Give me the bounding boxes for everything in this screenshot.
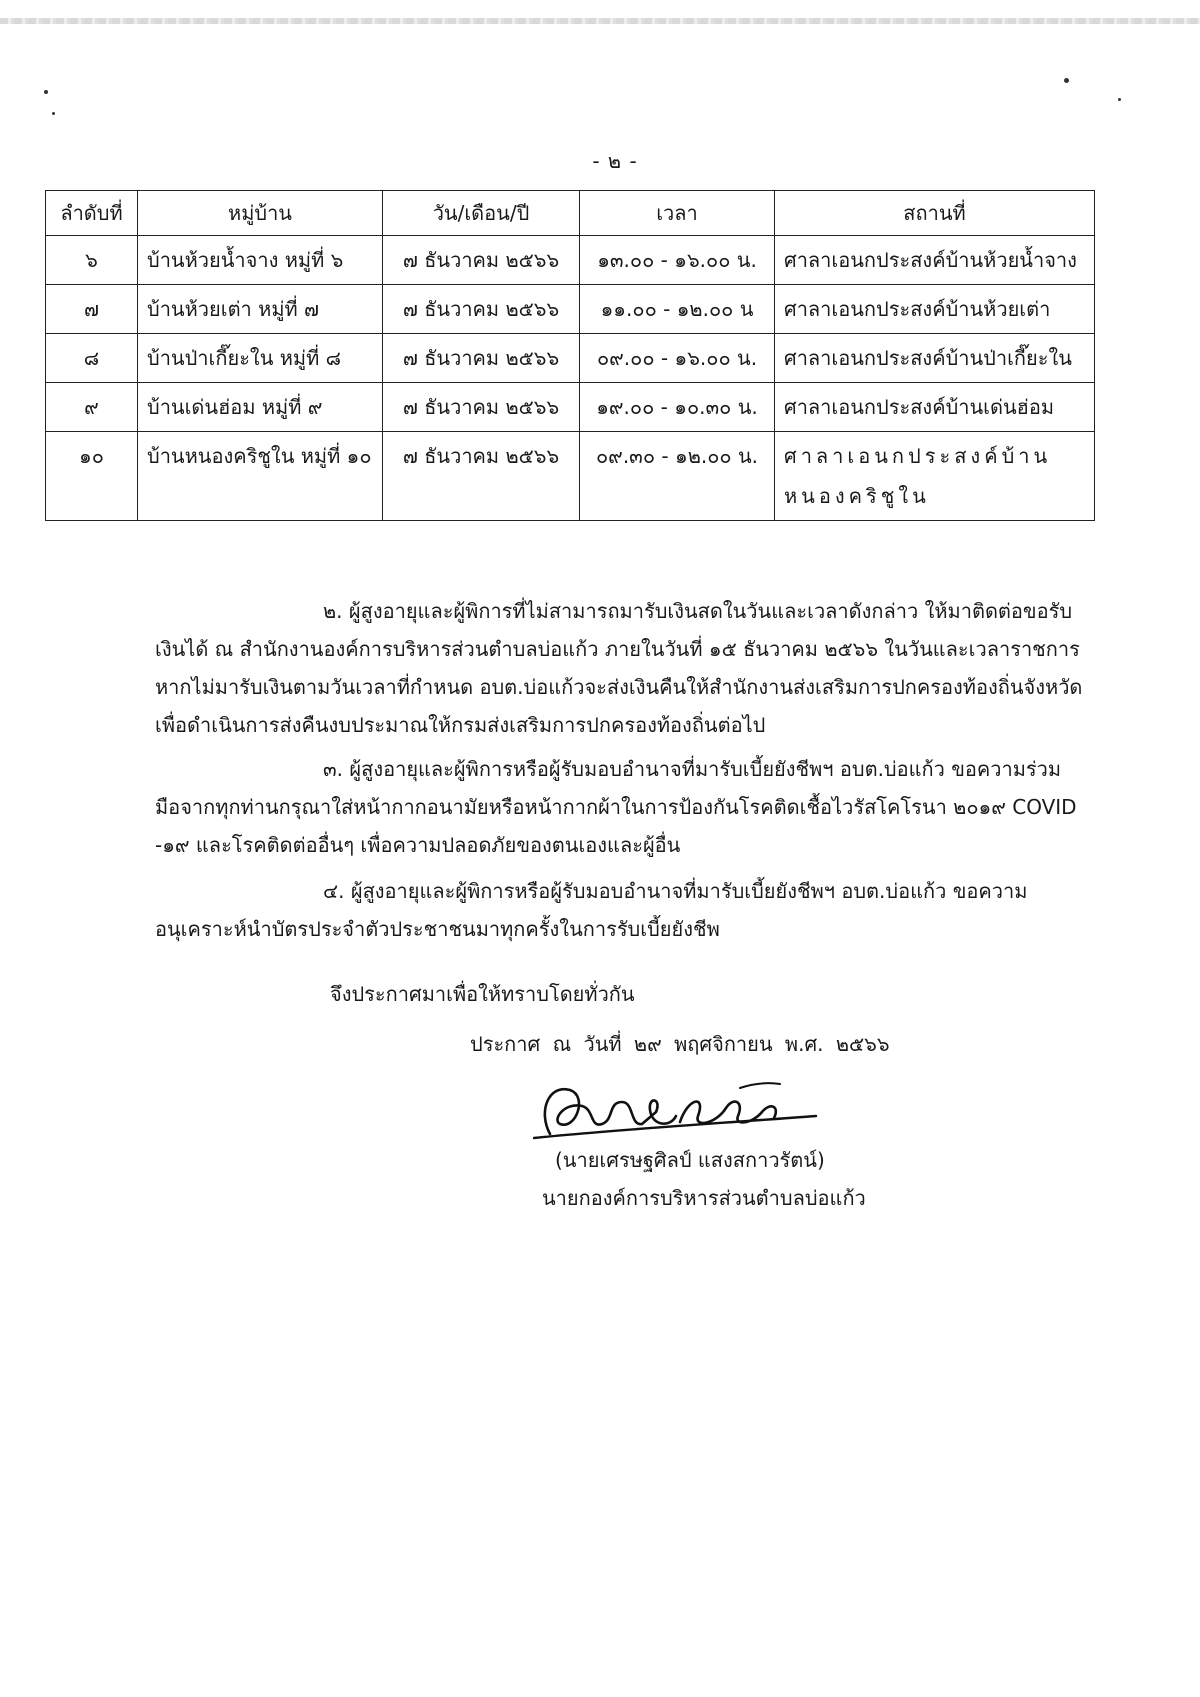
paragraph-item-4: [155, 872, 1085, 948]
table-row: [46, 383, 1095, 432]
column-header-village: หมู่บ้าน: [138, 191, 383, 236]
paragraph-text: ๒. ผู้สูงอายุและผู้พิการที่ไม่สามารถมารับเงินสดในวันและเวลาดังกล่าว ให้มาติดต่อขอรับเงินได้ ณ สำนักงานองค์การบริหารส่วนตำบลบ่อแก้ว ภายในวันที่ ๑๕ ธันวาคม ๒๕๖๖ ในวันและเวลาราชการ หากไม่มารับเงินตามวันเวลาที่กำหนด อบต.บ่อแก้วจะส่งเงินคืนให้สำนักงานส่งเสริมการปกครองท้องถิ่นจังหวัดเพื่อดำเนินการส่งคืนงบประมาณให้กรมส่งเสริมการปกครองท้องถิ่นต่อไป: [155, 599, 1083, 737]
cell-village: บ้านป่าเกี๊ยะใน หมู่ที่ ๘: [138, 334, 383, 383]
scan-speck: [1118, 98, 1121, 101]
cell-time: ๐๙.๐๐ - ๑๖.๐๐ น.: [580, 334, 775, 383]
column-header-date: วัน/เดือน/ปี: [383, 191, 580, 236]
paragraph-item-2: [155, 592, 1085, 744]
announcement-date: ประกาศ ณ วันที่ ๒๙ พฤศจิกายน พ.ศ. ๒๕๖๖: [470, 1032, 890, 1056]
cell-place: ศาลาเอนกประสงค์บ้านหนองคริชูใน: [775, 432, 1095, 521]
cell-order: ๙: [46, 383, 138, 432]
table-header-row: [46, 191, 1095, 236]
scan-speck: [52, 112, 55, 115]
schedule-table: [45, 190, 1095, 521]
closing-statement: จึงประกาศมาเพื่อให้ทราบโดยทั่วกัน: [330, 982, 635, 1006]
scan-edge: [0, 18, 1200, 24]
cell-village: บ้านหนองคริชูใน หมู่ที่ ๑๐: [138, 432, 383, 521]
signer-title: นายกองค์การบริหารส่วนตำบลบ่อแก้ว: [542, 1186, 866, 1210]
cell-date: ๗ ธันวาคม ๒๕๖๖: [383, 236, 580, 285]
cell-time: ๐๙.๓๐ - ๑๒.๐๐ น.: [580, 432, 775, 521]
cell-village: บ้านเด่นฮ่อม หมู่ที่ ๙: [138, 383, 383, 432]
cell-place: ศาลาเอนกประสงค์บ้านห้วยน้ำจาง: [775, 236, 1095, 285]
cell-place: ศาลาเอนกประสงค์บ้านป่าเกี๊ยะใน: [775, 334, 1095, 383]
scan-speck: [1064, 78, 1069, 83]
cell-place: ศาลาเอนกประสงค์บ้านเด่นฮ่อม: [775, 383, 1095, 432]
column-header-place: สถานที่: [775, 191, 1095, 236]
cell-order: ๗: [46, 285, 138, 334]
table-row: [46, 236, 1095, 285]
cell-date: ๗ ธันวาคม ๒๕๖๖: [383, 334, 580, 383]
cell-date: ๗ ธันวาคม ๒๕๖๖: [383, 432, 580, 521]
table-row: [46, 432, 1095, 521]
cell-place: ศาลาเอนกประสงค์บ้านห้วยเต่า: [775, 285, 1095, 334]
handwritten-signature: [530, 1072, 820, 1152]
cell-village: บ้านห้วยเต่า หมู่ที่ ๗: [138, 285, 383, 334]
cell-village: บ้านห้วยน้ำจาง หมู่ที่ ๖: [138, 236, 383, 285]
scan-speck: [44, 90, 48, 94]
column-header-time: เวลา: [580, 191, 775, 236]
paragraph-text: ๔. ผู้สูงอายุและผู้พิการหรือผู้รับมอบอำนาจที่มารับเบี้ยยังชีพฯ อบต.บ่อแก้ว ขอความอนุเคราะห์นำบัตรประจำตัวประชาชนมาทุกครั้งในการรับเบี้ยยังชีพ: [155, 879, 1028, 941]
page-number: - ๒ -: [592, 149, 638, 173]
table-row: [46, 285, 1095, 334]
paragraph-text: ๓. ผู้สูงอายุและผู้พิการหรือผู้รับมอบอำนาจที่มารับเบี้ยยังชีพฯ อบต.บ่อแก้ว ขอความร่วมมือจากทุกท่านกรุณาใส่หน้ากากอนามัยหรือหน้ากากผ้าในการป้องกันโรคติดเชื้อไวรัสโคโรนา ๒๐๑๙ COVID -๑๙ และโรคติดต่ออื่นๆ เพื่อความปลอดภัยของตนเองและผู้อื่น: [155, 757, 1077, 857]
cell-date: ๗ ธันวาคม ๒๕๖๖: [383, 383, 580, 432]
table-row: [46, 334, 1095, 383]
signer-name: (นายเศรษฐศิลป์ แสงสกาวรัตน์): [555, 1148, 825, 1172]
paragraph-item-3: [155, 750, 1085, 864]
cell-time: ๑๓.๐๐ - ๑๖.๐๐ น.: [580, 236, 775, 285]
column-header-order: ลำดับที่: [46, 191, 138, 236]
cell-time: ๑๑.๐๐ - ๑๒.๐๐ น: [580, 285, 775, 334]
cell-order: ๖: [46, 236, 138, 285]
cell-time: ๑๙.๐๐ - ๑๐.๓๐ น.: [580, 383, 775, 432]
cell-order: ๘: [46, 334, 138, 383]
cell-date: ๗ ธันวาคม ๒๕๖๖: [383, 285, 580, 334]
cell-order: ๑๐: [46, 432, 138, 521]
